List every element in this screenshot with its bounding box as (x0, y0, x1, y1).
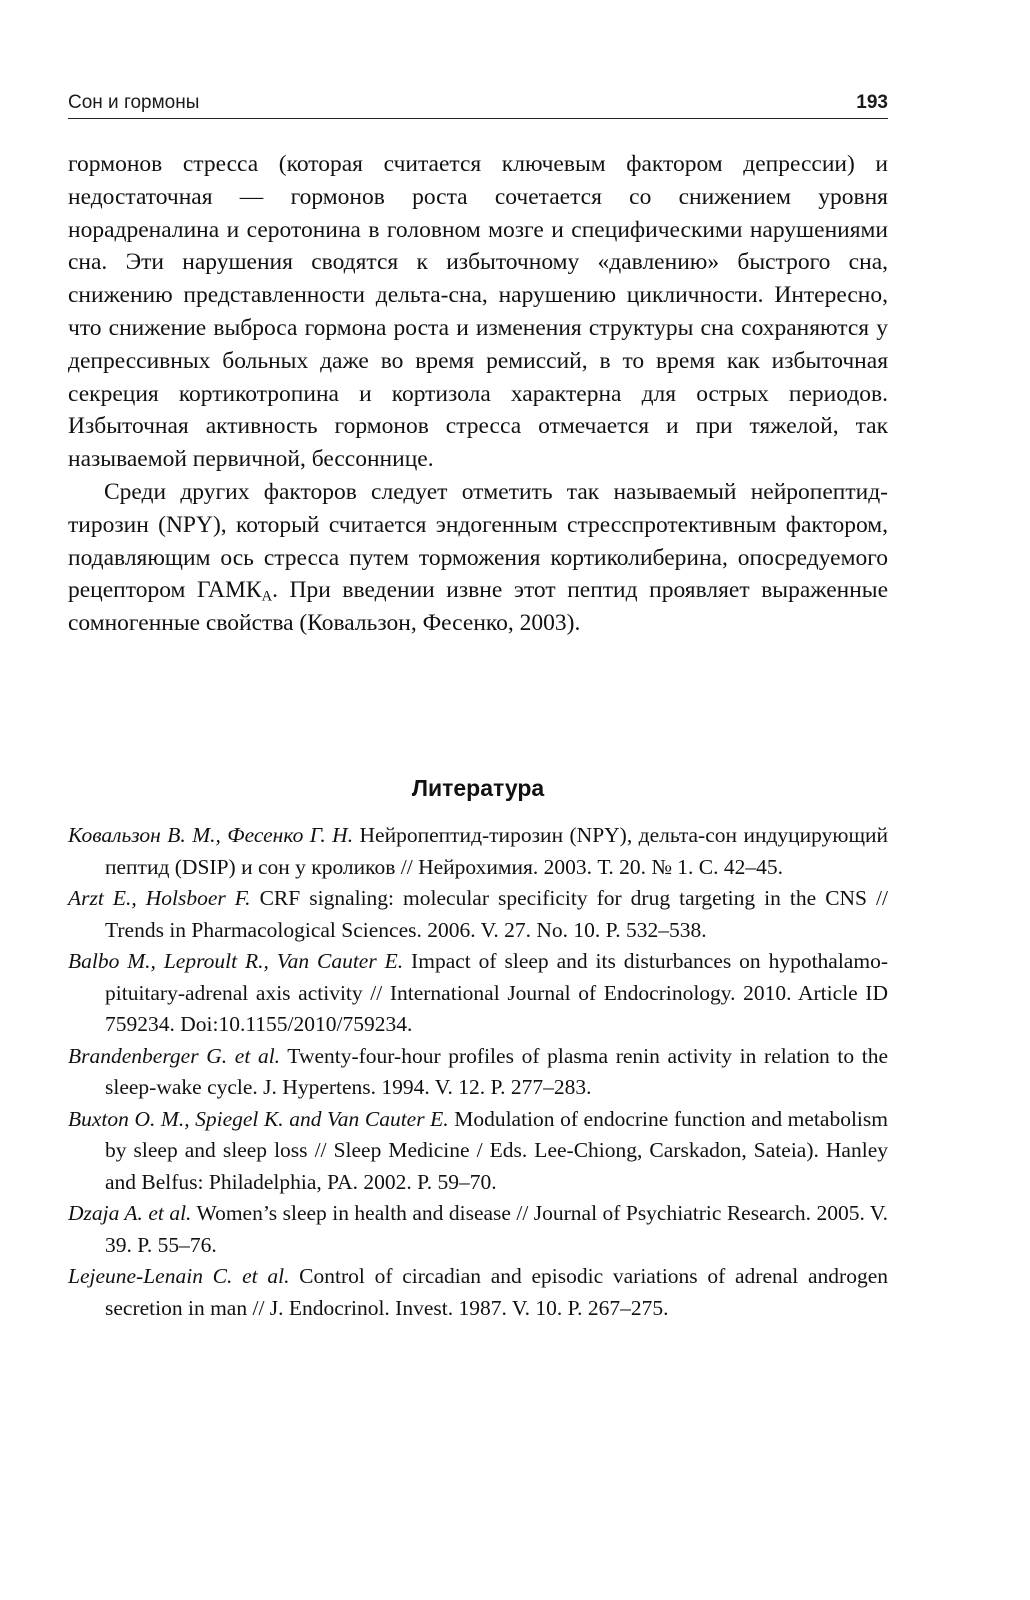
reference-authors: Balbo M., Leproult R., Van Cauter E. (68, 949, 404, 973)
page-header (68, 88, 888, 119)
page-number: 193 (856, 92, 888, 113)
reference-authors: Arzt E., Holsboer F. (68, 886, 251, 910)
reference-text: Control of circadian and episodic variations of adrenal androgen secretion in man // J. Endocrinol. Invest. 1987. V. 10. P. 267–275. (105, 1264, 888, 1320)
reference-item (68, 820, 888, 883)
references-heading: Литература (411, 775, 545, 801)
reference-text: Women’s sleep in health and disease // Journal of Psychiatric Research. 2005. V. 39. P. 55–76. (105, 1201, 888, 1257)
reference-text: Twenty-four-hour profiles of plasma renin activity in relation to the sleep-wake cycle. J. Hypertens. 1994. V. 12. P. 277–283. (105, 1043, 888, 1099)
reference-authors: Brandenberger G. et al. (68, 1043, 281, 1068)
reference-text: Нейропептид-тирозин (NPY), дельта-сон индуцирующий пептид (DSIP) и сон у кроликов // Нейрохимия. 2003. Т. 20. № 1. С. 42–45. (105, 823, 889, 879)
reference-text: CRF signaling: molecular specificity for drug targeting in the CNS // Trends in Pharmacological Sciences. 2006. V. 27. No. 10. P. 532–538. (105, 886, 888, 942)
reference-authors: Lejeune-Lenain C. et al. (68, 1264, 290, 1288)
reference-item (68, 883, 888, 946)
paragraph-2-part-b: . При введении извне этот пептид проявляет выраженные сомногенные свойства (Ковальзон, Фесенко, 2003). (68, 577, 889, 637)
reference-list (68, 820, 888, 1324)
paragraph-2-part-a: Среди других факторов следует отметить так называемый нейропептид-тирозин (NPY), который считается эндогенным стресспротективным фактором, подавляющим ось стресса путем торможения кортиколиберина, опосредуемого рецептором ГАМК (68, 478, 888, 604)
reference-item (68, 1104, 888, 1199)
paragraph-1: гормонов стресса (которая считается ключевым фактором депрессии) и недостаточная — гормонов роста сочетается со снижением уровня норадреналина и серотонина в головном мозге и специфическими нарушениями сна. Эти нарушения сводятся к избыточному «давлению» быстрого сна, снижению представленности дельта-сна, нарушению цикличности. Интересно, что снижение выброса гормона роста и изменения структуры сна сохраняются у депрессивных больных даже во время ремиссий, в то время как избыточная секреция кортикотропина и кортизола характерна для острых периодов. Избыточная активность гормонов стресса отмечается и при тяжелой, так называемой первичной, бессоннице. (68, 151, 888, 473)
body-text (68, 148, 888, 640)
reference-authors: Dzaja A. et al. (68, 1201, 192, 1225)
reference-authors: Buxton O. M., Spiegel K. and Van Cauter E. (68, 1106, 449, 1131)
reference-item (68, 1261, 888, 1324)
reference-item (68, 1198, 888, 1261)
reference-item (68, 1041, 888, 1104)
reference-text: Modulation of endocrine function and metabolism by sleep and sleep loss // Sleep Medicine / Eds. Lee-Chiong, Carskadon, Sateia). Hanley and Belfus: Philadelphia, PA. 2002. P. 59–70. (105, 1106, 888, 1194)
reference-authors: Ковальзон В. М., Фесенко Г. Н. (68, 823, 354, 847)
paragraph-2 (68, 476, 888, 640)
reference-text: Impact of sleep and its disturbances on hypothalamo-pituitary-adrenal axis activity // International Journal of Endocrinology. 2010. Article ID 759234. Doi:10.1155/2010/759234. (105, 949, 888, 1036)
gaba-subscript: A (261, 589, 273, 605)
reference-item (68, 946, 888, 1041)
running-head: Сон и гормоны (68, 92, 200, 113)
